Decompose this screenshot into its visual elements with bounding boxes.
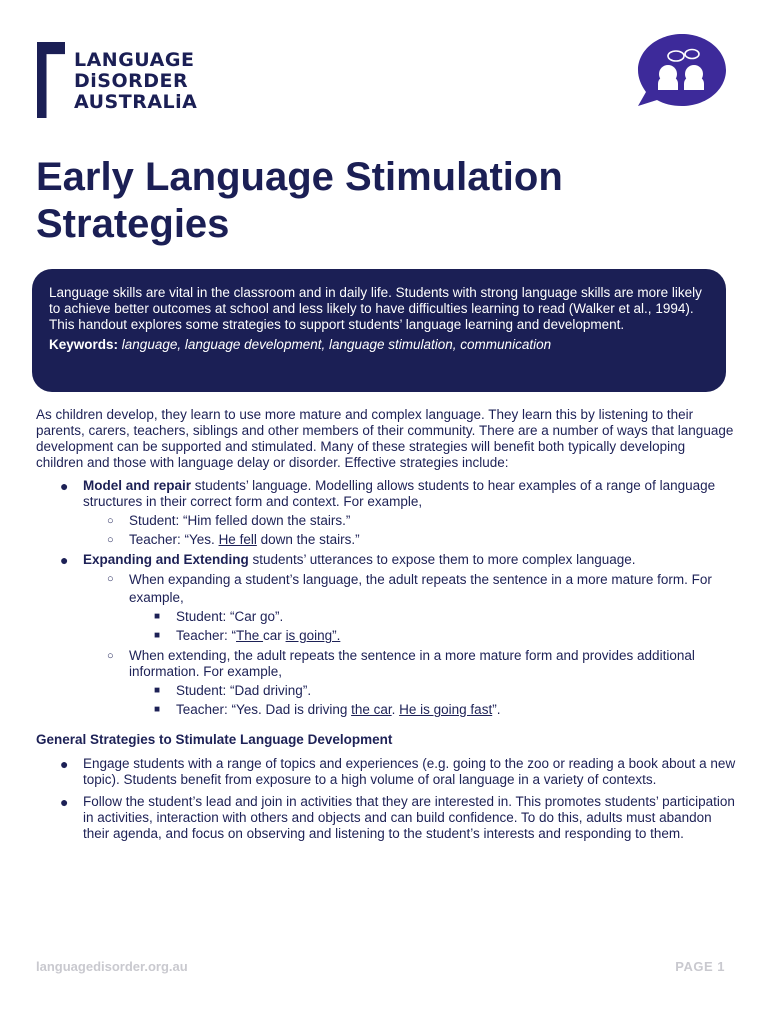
bullet-icon: ● [60, 552, 69, 568]
list-item [36, 552, 736, 568]
strategy-text-expand: students’ utterances to expose them to more complex language. [248, 552, 636, 567]
circle-bullet-icon: ○ [107, 515, 114, 527]
logo-line-1: LANGUAGE [74, 49, 195, 71]
list-item [36, 513, 736, 529]
list-item [36, 648, 736, 680]
logo-line-2: DiSORDER [74, 70, 189, 92]
speech-bubble-heads-icon [636, 32, 728, 110]
bullet-icon: ● [60, 794, 69, 810]
strategy-list [36, 478, 736, 718]
general-strategy-text: Engage students with a range of topics and experiences (e.g. going to the zoo or reading a book about a new topic). Students benefit from exposure to a high volume of oral language in a variety of contexts. [83, 756, 736, 787]
list-item [36, 571, 736, 607]
example-text: Student: “Car go”. [176, 609, 284, 624]
example-text: . [391, 702, 400, 717]
circle-bullet-icon: ○ [107, 573, 114, 585]
example-text: down the stairs.” [256, 532, 360, 547]
footer-url: languagedisorder.org.au [36, 959, 188, 974]
bullet-icon: ● [60, 478, 69, 494]
list-item [36, 756, 736, 788]
general-strategy-text: Follow the student’s lead and join in activities that they are interested in. This promotes students’ participation in activities, interaction with others and objects and can build confidence. To do this, adults must abandon their agenda, and focus on observing and listening to the student’s interests and responding to them. [83, 794, 735, 841]
keywords-value: language, language development, language stimulation, communication [121, 337, 552, 352]
logo-text [74, 50, 197, 113]
circle-bullet-icon: ○ [107, 650, 114, 662]
circle-bullet-icon: ○ [107, 534, 114, 546]
strategy-text-model: students’ language. Modelling allows students to hear examples of a range of language structures in their correct form and context. For example, [83, 478, 716, 509]
keywords-line [49, 337, 710, 353]
intro-paragraph: As children develop, they learn to use more mature and complex language. They learn this by listening to their parents, carers, teachers, siblings and other members of their community. There are a number of ways that language development can be supported and stimulated. Many of these strategies will benefit both typically developing children and those with language delay or disorder. Effective strategies include: [36, 407, 734, 470]
abstract-text: Language skills are vital in the classroom and in daily life. Students with strong language skills are more likely to achieve better outcomes at school and less likely to have difficulties learning to read (Walker et al., 1994). This handout explores some strategies to support students’ language learning and development. [49, 285, 702, 332]
example-underlined: is going”. [285, 628, 341, 643]
list-item [36, 478, 736, 510]
list-item [36, 532, 736, 548]
list-item [36, 683, 736, 699]
example-underlined: The [236, 628, 264, 643]
list-item [36, 609, 736, 625]
abstract-box [32, 269, 726, 392]
bullet-icon: ● [60, 756, 69, 772]
logo-mark [37, 42, 65, 118]
body-content [36, 407, 736, 842]
example-text: car [263, 628, 286, 643]
example-text: Teacher: “Yes. Dad is driving [176, 702, 352, 717]
list-item [36, 794, 736, 842]
square-bullet-icon: ■ [154, 685, 161, 696]
example-underlined: the car [351, 702, 392, 717]
square-bullet-icon: ■ [154, 611, 161, 622]
page-title: Early Language Stimulation Strategies [36, 155, 563, 246]
example-underlined: He fell [218, 532, 257, 547]
example-text: Student: “Him felled down the stairs.” [129, 513, 351, 528]
example-text: ”. [492, 702, 501, 717]
square-bullet-icon: ■ [154, 704, 161, 715]
strategy-title-model: Model and repair [83, 478, 192, 493]
section-heading: General Strategies to Stimulate Language Development [36, 732, 393, 747]
general-strategy-list [36, 756, 736, 842]
square-bullet-icon: ■ [154, 630, 161, 641]
extending-description: When extending, the adult repeats the sentence in a more mature form and provides additional information. For example, [129, 648, 695, 679]
list-item [36, 702, 736, 718]
strategy-title-expand: Expanding and Extending [83, 552, 249, 567]
keywords-label: Keywords: [49, 337, 119, 352]
page-number: PAGE 1 [675, 959, 725, 974]
logo [37, 42, 237, 118]
example-text: Student: “Dad driving”. [176, 683, 312, 698]
logo-line-3: AUSTRALiA [74, 91, 198, 113]
example-underlined: He is going fast [399, 702, 493, 717]
list-item [36, 628, 736, 644]
example-text: Teacher: “Yes. [129, 532, 219, 547]
expanding-description: When expanding a student’s language, the adult repeats the sentence in a more mature form. For example, [129, 572, 712, 605]
example-text: Teacher: “ [176, 628, 237, 643]
